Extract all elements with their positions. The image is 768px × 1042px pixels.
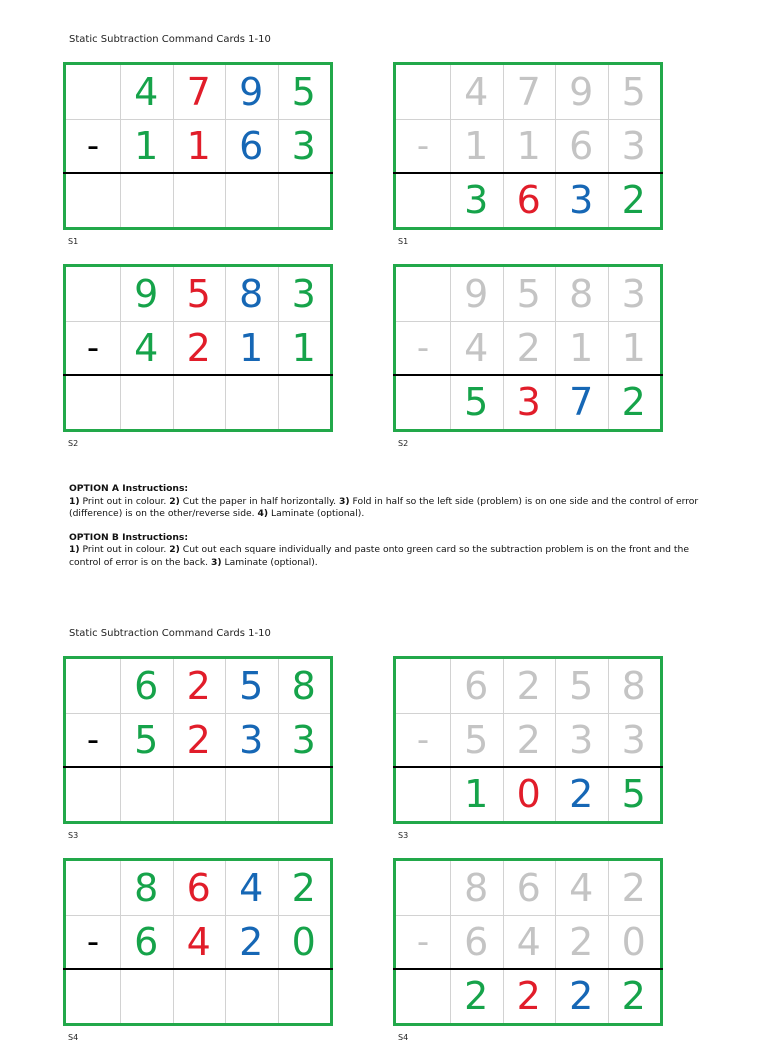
card-label: S4 [68, 1033, 79, 1042]
subtrahend-digit: 4 [516, 920, 541, 964]
answer-digit: 0 [516, 772, 541, 816]
option-b-step-text: Cut out each square individually and paste onto green card so the subtraction problem is on the front and the control of error is on the back. [69, 544, 690, 568]
card-label: S2 [68, 439, 79, 448]
subtrahend-digit: 6 [239, 124, 264, 168]
option-b-step-num: 1) [69, 544, 80, 555]
subtrahend-digit: 1 [239, 326, 264, 370]
page-header-2: Static Subtraction Command Cards 1-10 [69, 628, 271, 639]
minuend-digit: 7 [516, 70, 541, 114]
option-a-step-text: Cut the paper in half horizontally. [179, 495, 339, 507]
subtrahend-digit: 3 [291, 124, 316, 168]
page-header-1: Static Subtraction Command Cards 1-10 [69, 34, 271, 45]
option-a-step-num: 4) [257, 508, 269, 519]
subtrahend-digit: 4 [186, 920, 211, 964]
subtrahend-digit: 2 [516, 718, 541, 762]
minuend-digit: 6 [516, 866, 541, 910]
card-label: S3 [68, 831, 79, 840]
option-a-step-num: 3) [339, 495, 350, 507]
answer-card [393, 656, 663, 824]
minuend-digit: 7 [186, 70, 211, 114]
minuend-digit: 8 [621, 664, 646, 708]
answer-card [393, 62, 663, 230]
answer-digit: 3 [569, 178, 594, 222]
subtrahend-digit: 1 [569, 326, 594, 370]
problem-card [63, 656, 333, 824]
minuend-digit: 8 [464, 866, 489, 910]
minuend-digit: 4 [569, 866, 594, 910]
minuend-digit: 6 [134, 664, 159, 708]
minus-sign: - [86, 328, 100, 368]
instructions [69, 483, 709, 580]
minuend-digit: 8 [134, 866, 159, 910]
subtrahend-digit: 0 [621, 920, 646, 964]
minuend-digit: 5 [516, 272, 541, 316]
minuend-digit: 6 [186, 866, 211, 910]
subtrahend-digit: 1 [516, 124, 541, 168]
subtrahend-digit: 5 [134, 718, 159, 762]
subtrahend-digit: 3 [569, 718, 594, 762]
minuend-digit: 9 [569, 70, 594, 114]
card-label: S3 [398, 831, 409, 840]
card-label: S1 [68, 237, 79, 246]
subtrahend-digit: 6 [569, 124, 594, 168]
option-b-title: OPTION B Instructions: [69, 531, 189, 543]
option-b-step-num: 2) [169, 544, 180, 555]
answer-digit: 2 [621, 178, 646, 222]
answer-digit: 5 [464, 380, 489, 424]
subtrahend-digit: 1 [464, 124, 489, 168]
minuend-digit: 2 [186, 664, 211, 708]
subtrahend-digit: 4 [134, 326, 159, 370]
option-a-step-text: Fold in half so the left side (problem) is on one side and the control of error (difference) is on the other/reverse side. [69, 495, 699, 519]
minus-sign: - [416, 126, 430, 166]
minus-sign: - [416, 328, 430, 368]
option-b-step-num: 3) [211, 556, 222, 568]
option-b-step-text: Laminate (optional). [221, 556, 318, 568]
problem-card [63, 264, 333, 432]
answer-digit: 2 [621, 974, 646, 1018]
minuend-digit: 9 [464, 272, 489, 316]
subtrahend-digit: 0 [291, 920, 316, 964]
minus-sign: - [86, 126, 100, 166]
subtrahend-digit: 1 [186, 124, 211, 168]
answer-digit: 3 [516, 380, 541, 424]
option-b-instructions [69, 532, 709, 570]
minuend-digit: 8 [239, 272, 264, 316]
answer-digit: 3 [464, 178, 489, 222]
option-a-instructions [69, 483, 709, 521]
subtrahend-digit: 6 [134, 920, 159, 964]
minuend-digit: 3 [621, 272, 646, 316]
minus-sign: - [86, 922, 100, 962]
minuend-digit: 2 [291, 866, 316, 910]
answer-digit: 2 [569, 974, 594, 1018]
minuend-digit: 5 [291, 70, 316, 114]
minuend-digit: 5 [621, 70, 646, 114]
answer-digit: 6 [516, 178, 541, 222]
subtrahend-digit: 5 [464, 718, 489, 762]
subtrahend-digit: 3 [621, 124, 646, 168]
subtrahend-digit: 2 [516, 326, 541, 370]
subtrahend-digit: 3 [621, 718, 646, 762]
minuend-digit: 4 [239, 866, 264, 910]
option-a-step-text: Print out in colour. [79, 495, 170, 507]
minuend-digit: 9 [239, 70, 264, 114]
subtrahend-digit: 4 [464, 326, 489, 370]
answer-digit: 5 [621, 772, 646, 816]
option-a-step-num: 2) [169, 495, 180, 507]
minus-sign: - [86, 720, 100, 760]
card-label: S4 [398, 1033, 409, 1042]
problem-card [63, 62, 333, 230]
option-b-step-text: Print out in colour. [79, 544, 170, 555]
minuend-digit: 5 [186, 272, 211, 316]
minuend-digit: 5 [239, 664, 264, 708]
subtrahend-digit: 6 [464, 920, 489, 964]
minuend-digit: 8 [569, 272, 594, 316]
minuend-digit: 2 [516, 664, 541, 708]
option-b-steps [69, 544, 709, 569]
minuend-digit: 3 [291, 272, 316, 316]
option-a-steps [69, 496, 709, 521]
minuend-digit: 8 [291, 664, 316, 708]
minus-sign: - [416, 720, 430, 760]
minuend-digit: 6 [464, 664, 489, 708]
answer-digit: 1 [464, 772, 489, 816]
subtrahend-digit: 3 [239, 718, 264, 762]
problem-card [63, 858, 333, 1026]
card-label: S2 [398, 439, 409, 448]
subtrahend-digit: 1 [291, 326, 316, 370]
minus-sign: - [416, 922, 430, 962]
subtrahend-digit: 3 [291, 718, 316, 762]
answer-digit: 7 [569, 380, 594, 424]
answer-digit: 2 [516, 974, 541, 1018]
subtrahend-digit: 1 [621, 326, 646, 370]
answer-card [393, 858, 663, 1026]
minuend-digit: 5 [569, 664, 594, 708]
subtrahend-digit: 2 [186, 718, 211, 762]
subtrahend-digit: 2 [186, 326, 211, 370]
answer-digit: 2 [464, 974, 489, 1018]
minuend-digit: 9 [134, 272, 159, 316]
card-label: S1 [398, 237, 409, 246]
answer-digit: 2 [569, 772, 594, 816]
minuend-digit: 4 [464, 70, 489, 114]
option-a-title: OPTION A Instructions: [69, 483, 189, 494]
option-a-step-text: Laminate (optional). [268, 508, 365, 519]
option-a-step-num: 1) [69, 495, 80, 507]
answer-card [393, 264, 663, 432]
answer-digit: 2 [621, 380, 646, 424]
subtrahend-digit: 2 [239, 920, 264, 964]
subtrahend-digit: 2 [569, 920, 594, 964]
subtrahend-digit: 1 [134, 124, 159, 168]
minuend-digit: 4 [134, 70, 159, 114]
minuend-digit: 2 [621, 866, 646, 910]
